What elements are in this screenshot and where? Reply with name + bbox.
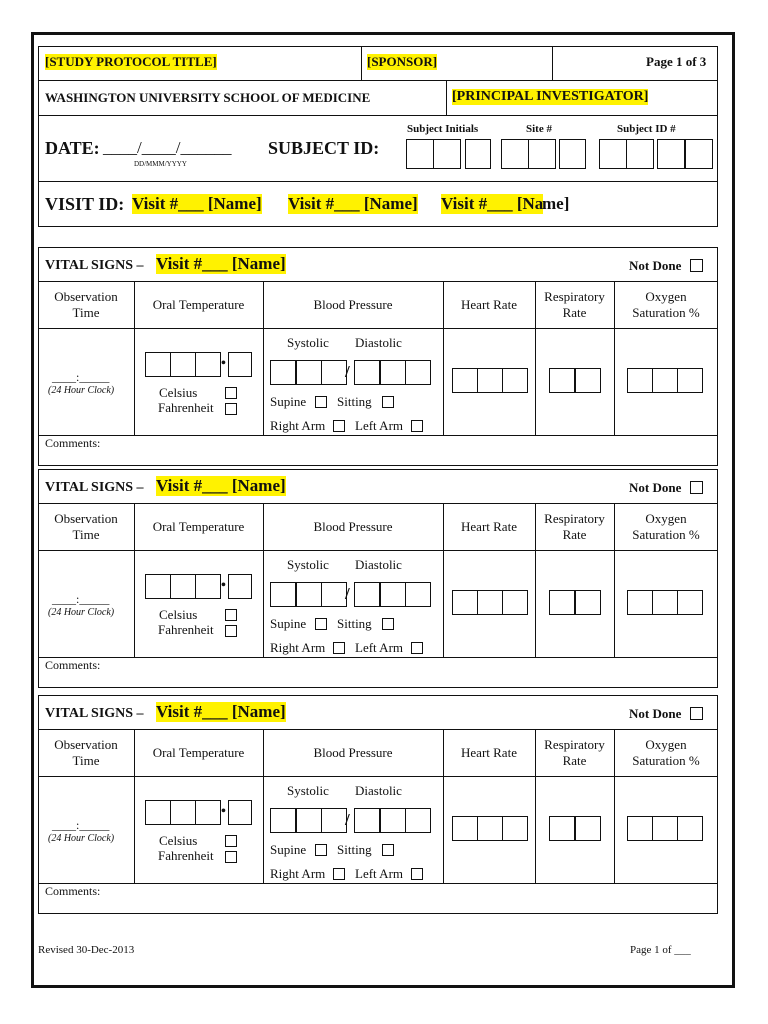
celsius-checkbox[interactable]: [225, 835, 237, 847]
celsius-label: Celsius: [159, 385, 198, 400]
heart-rate-digit-box[interactable]: [452, 590, 478, 615]
comments-field[interactable]: [40, 897, 716, 912]
comments-field[interactable]: [40, 449, 716, 464]
visit-id-label: VISIT ID:: [45, 194, 125, 214]
diastolic-label: Diastolic: [355, 557, 402, 572]
observation-time-field[interactable]: ____:_____: [52, 818, 110, 832]
systolic-label: Systolic: [287, 335, 329, 350]
oxygen-saturation-digit-box[interactable]: [677, 590, 703, 615]
systolic-digit-box[interactable]: [296, 808, 322, 833]
oxygen-saturation-digit-box[interactable]: [652, 816, 678, 841]
diastolic-digit-box[interactable]: [380, 582, 406, 607]
heart-rate-digit-box[interactable]: [477, 590, 503, 615]
fahrenheit-label: Fahrenheit: [158, 848, 214, 863]
vital-signs-visit: Visit #___ [Name]: [156, 476, 286, 495]
temperature-digit-box[interactable]: [195, 800, 221, 825]
systolic-digit-box[interactable]: [321, 808, 347, 833]
supine-label: Supine: [270, 616, 307, 631]
blood-pressure-header: Blood Pressure: [313, 744, 393, 760]
comments-label: Comments:: [45, 658, 101, 672]
footer-page-number: Page 1 of ___: [630, 944, 691, 956]
temperature-digit-box[interactable]: [195, 574, 221, 599]
systolic-label: Systolic: [287, 557, 329, 572]
page-indicator: Page 1 of 3: [646, 54, 707, 69]
right-arm-checkbox[interactable]: [333, 642, 345, 654]
subject-number-box[interactable]: [626, 139, 654, 169]
oxygen-saturation-header: Oxygen Saturation %: [632, 510, 700, 542]
systolic-digit-box[interactable]: [296, 360, 322, 385]
left-arm-checkbox[interactable]: [411, 868, 423, 880]
vital-signs-title: VITAL SIGNS –: [45, 258, 144, 273]
oral-temperature-header: Oral Temperature: [152, 518, 245, 534]
initials-box[interactable]: [465, 139, 491, 169]
sitting-label: Sitting: [337, 394, 372, 409]
systolic-digit-box[interactable]: [270, 360, 296, 385]
revision-date: Revised 30-Dec-2013: [38, 944, 135, 956]
oxygen-saturation-digit-box[interactable]: [652, 368, 678, 393]
diastolic-digit-box[interactable]: [354, 582, 380, 607]
respiratory-rate-digit-box[interactable]: [549, 816, 575, 841]
systolic-digit-box[interactable]: [270, 808, 296, 833]
date-format-hint: DD/MMM/YYYY: [134, 160, 187, 168]
protocol-title: [STUDY PROTOCOL TITLE]: [45, 54, 217, 69]
left-arm-checkbox[interactable]: [411, 642, 423, 654]
right-arm-label: Right Arm: [270, 866, 326, 881]
systolic-digit-box[interactable]: [296, 582, 322, 607]
not-done-checkbox[interactable]: [690, 481, 703, 494]
vital-signs-title: VITAL SIGNS –: [45, 706, 144, 721]
oral-temperature-header: Oral Temperature: [152, 296, 245, 312]
temperature-digit-box[interactable]: [195, 352, 221, 377]
comments-field[interactable]: [40, 671, 716, 686]
visit-id-option: Visit #___ [Na: [441, 194, 544, 213]
diastolic-label: Diastolic: [355, 783, 402, 798]
sitting-label: Sitting: [337, 842, 372, 857]
fahrenheit-checkbox[interactable]: [225, 403, 237, 415]
oxygen-saturation-header: Oxygen Saturation %: [632, 288, 700, 320]
oxygen-saturation-digit-box[interactable]: [677, 368, 703, 393]
heart-rate-digit-box[interactable]: [452, 816, 478, 841]
decimal-point: •: [221, 578, 226, 593]
sitting-checkbox[interactable]: [382, 844, 394, 856]
supine-checkbox[interactable]: [315, 396, 327, 408]
initials-box[interactable]: [433, 139, 461, 169]
clock-format-hint: (24 Hour Clock): [48, 385, 115, 396]
vital-signs-title: VITAL SIGNS –: [45, 480, 144, 495]
heart-rate-digit-box[interactable]: [452, 368, 478, 393]
fahrenheit-checkbox[interactable]: [225, 625, 237, 637]
diastolic-digit-box[interactable]: [405, 360, 431, 385]
heart-rate-header: Heart Rate: [461, 744, 517, 760]
subject-number-box[interactable]: [685, 139, 713, 169]
site-box[interactable]: [501, 139, 529, 169]
respiratory-rate-digit-box[interactable]: [575, 590, 601, 615]
oxygen-saturation-digit-box[interactable]: [627, 368, 653, 393]
comments-label: Comments:: [45, 884, 101, 898]
not-done-checkbox[interactable]: [690, 259, 703, 272]
right-arm-label: Right Arm: [270, 418, 326, 433]
celsius-label: Celsius: [159, 833, 198, 848]
not-done-label: Not Done: [629, 258, 682, 273]
not-done-label: Not Done: [629, 706, 682, 721]
oxygen-saturation-digit-box[interactable]: [677, 816, 703, 841]
fahrenheit-checkbox[interactable]: [225, 851, 237, 863]
date-field[interactable]: ____/____/______: [103, 138, 232, 157]
heart-rate-digit-box[interactable]: [502, 816, 528, 841]
diastolic-digit-box[interactable]: [380, 808, 406, 833]
respiratory-rate-header: Respiratory Rate: [544, 510, 605, 542]
right-arm-checkbox[interactable]: [333, 868, 345, 880]
temperature-digit-box[interactable]: [170, 352, 196, 377]
respiratory-rate-digit-box[interactable]: [575, 368, 601, 393]
decimal-point: •: [221, 804, 226, 819]
left-arm-checkbox[interactable]: [411, 420, 423, 432]
systolic-digit-box[interactable]: [270, 582, 296, 607]
respiratory-rate-header: Respiratory Rate: [544, 288, 605, 320]
visit-id-option: Visit #___ [Name]: [288, 194, 418, 213]
diastolic-label: Diastolic: [355, 335, 402, 350]
celsius-checkbox[interactable]: [225, 609, 237, 621]
heart-rate-digit-box[interactable]: [477, 816, 503, 841]
diastolic-digit-box[interactable]: [354, 360, 380, 385]
oxygen-saturation-header: Oxygen Saturation %: [632, 736, 700, 768]
not-done-checkbox[interactable]: [690, 707, 703, 720]
observation-time-header: Observation Time: [54, 510, 118, 542]
observation-time-field[interactable]: ____:_____: [52, 370, 110, 384]
systolic-digit-box[interactable]: [321, 582, 347, 607]
oxygen-saturation-digit-box[interactable]: [652, 590, 678, 615]
diastolic-digit-box[interactable]: [354, 808, 380, 833]
subject-number-box[interactable]: [657, 139, 685, 169]
bp-slash: /: [345, 362, 350, 381]
initials-box[interactable]: [406, 139, 434, 169]
temperature-digit-box[interactable]: [145, 574, 171, 599]
principal-investigator: [PRINCIPAL INVESTIGATOR]: [452, 89, 649, 104]
respiratory-rate-digit-box[interactable]: [575, 816, 601, 841]
right-arm-checkbox[interactable]: [333, 420, 345, 432]
observation-time-header: Observation Time: [54, 288, 118, 320]
fahrenheit-label: Fahrenheit: [158, 400, 214, 415]
oral-temperature-header: Oral Temperature: [152, 744, 245, 760]
sitting-label: Sitting: [337, 616, 372, 631]
systolic-digit-box[interactable]: [321, 360, 347, 385]
bp-slash: /: [345, 584, 350, 603]
subject-id-label: SUBJECT ID:: [268, 138, 380, 158]
respiratory-rate-digit-box[interactable]: [549, 590, 575, 615]
oxygen-saturation-digit-box[interactable]: [627, 816, 653, 841]
temperature-decimal-box[interactable]: [228, 574, 252, 599]
visit-id-option-tail: me]: [542, 194, 570, 213]
site-box[interactable]: [528, 139, 556, 169]
left-arm-label: Left Arm: [355, 640, 404, 655]
supine-label: Supine: [270, 394, 307, 409]
celsius-label: Celsius: [159, 607, 198, 622]
visit-id-option: Visit #___ [Name]: [132, 194, 262, 213]
bp-slash: /: [345, 810, 350, 829]
observation-time-field[interactable]: ____:_____: [52, 592, 110, 606]
vital-signs-visit: Visit #___ [Name]: [156, 702, 286, 721]
subject-number-box[interactable]: [599, 139, 627, 169]
heart-rate-header: Heart Rate: [461, 296, 517, 312]
supine-checkbox[interactable]: [315, 844, 327, 856]
supine-checkbox[interactable]: [315, 618, 327, 630]
temperature-digit-box[interactable]: [145, 352, 171, 377]
blood-pressure-header: Blood Pressure: [313, 518, 393, 534]
subject-initials-label: Subject Initials: [407, 123, 479, 135]
institution-name: WASHINGTON UNIVERSITY SCHOOL OF MEDICINE: [45, 90, 371, 105]
fahrenheit-label: Fahrenheit: [158, 622, 214, 637]
heart-rate-digit-box[interactable]: [477, 368, 503, 393]
comments-label: Comments:: [45, 436, 101, 450]
temperature-decimal-box[interactable]: [228, 800, 252, 825]
diastolic-digit-box[interactable]: [405, 582, 431, 607]
not-done-label: Not Done: [629, 480, 682, 495]
temperature-digit-box[interactable]: [145, 800, 171, 825]
respiratory-rate-header: Respiratory Rate: [544, 736, 605, 768]
site-label: Site #: [526, 123, 552, 135]
sponsor: [SPONSOR]: [367, 54, 438, 69]
heart-rate-header: Heart Rate: [461, 518, 517, 534]
date-label: DATE:: [45, 138, 100, 158]
vital-signs-visit: Visit #___ [Name]: [156, 254, 286, 273]
sitting-checkbox[interactable]: [382, 396, 394, 408]
temperature-digit-box[interactable]: [170, 574, 196, 599]
left-arm-label: Left Arm: [355, 418, 404, 433]
diastolic-digit-box[interactable]: [405, 808, 431, 833]
temperature-decimal-box[interactable]: [228, 352, 252, 377]
heart-rate-digit-box[interactable]: [502, 590, 528, 615]
celsius-checkbox[interactable]: [225, 387, 237, 399]
diastolic-digit-box[interactable]: [380, 360, 406, 385]
systolic-label: Systolic: [287, 783, 329, 798]
left-arm-label: Left Arm: [355, 866, 404, 881]
oxygen-saturation-digit-box[interactable]: [627, 590, 653, 615]
sitting-checkbox[interactable]: [382, 618, 394, 630]
heart-rate-digit-box[interactable]: [502, 368, 528, 393]
right-arm-label: Right Arm: [270, 640, 326, 655]
decimal-point: •: [221, 356, 226, 371]
temperature-digit-box[interactable]: [170, 800, 196, 825]
respiratory-rate-digit-box[interactable]: [549, 368, 575, 393]
supine-label: Supine: [270, 842, 307, 857]
blood-pressure-header: Blood Pressure: [313, 296, 393, 312]
subject-number-label: Subject ID #: [617, 123, 676, 135]
clock-format-hint: (24 Hour Clock): [48, 833, 115, 844]
site-box[interactable]: [559, 139, 586, 169]
clock-format-hint: (24 Hour Clock): [48, 607, 115, 618]
observation-time-header: Observation Time: [54, 736, 118, 768]
